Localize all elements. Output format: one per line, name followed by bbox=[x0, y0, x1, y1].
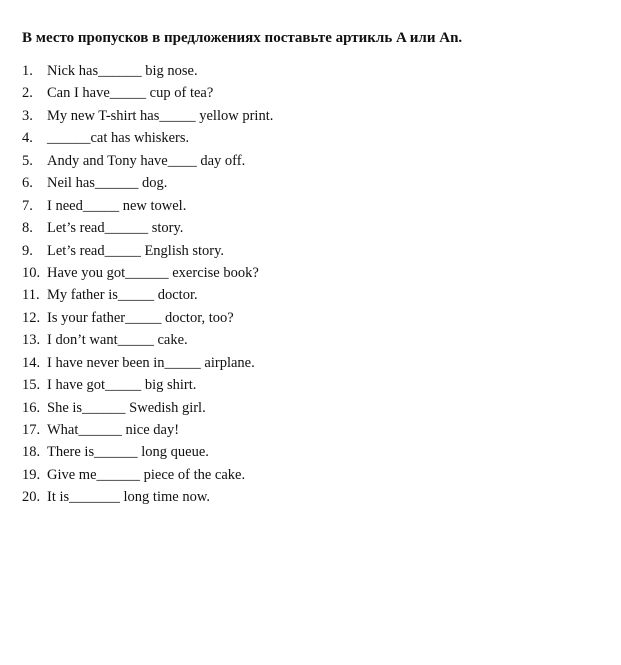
exercise-item bbox=[22, 422, 273, 444]
exercise-item bbox=[22, 198, 273, 220]
item-sentence: Nick has______ big nose. bbox=[47, 63, 198, 79]
item-number: 20. bbox=[22, 489, 41, 506]
item-number: 17. bbox=[22, 422, 41, 438]
item-number: 18. bbox=[22, 444, 41, 461]
item-number: 13. bbox=[22, 332, 41, 349]
item-sentence: Let’s read______ story. bbox=[47, 220, 184, 237]
item-number: 9. bbox=[22, 242, 33, 259]
exercise-item bbox=[22, 489, 273, 511]
item-number: 3. bbox=[22, 107, 33, 124]
item-number: 1. bbox=[22, 63, 33, 79]
exercise-item bbox=[22, 85, 273, 107]
item-sentence: I don’t want_____ cake. bbox=[47, 332, 188, 349]
exercise-item bbox=[22, 130, 273, 152]
exercise-item bbox=[22, 175, 273, 197]
item-number: 14. bbox=[22, 354, 41, 371]
item-sentence: I have never been in_____ airplane. bbox=[47, 354, 255, 371]
item-sentence: It is_______ long time now. bbox=[47, 489, 210, 506]
item-number: 7. bbox=[22, 197, 33, 214]
item-sentence: What______ nice day! bbox=[47, 422, 180, 438]
item-sentence: She is______ Swedish girl. bbox=[47, 399, 206, 416]
exercise-item bbox=[22, 355, 273, 377]
item-sentence: Can I have_____ cup of tea? bbox=[47, 85, 214, 102]
item-sentence: Andy and Tony have____ day off. bbox=[47, 152, 246, 169]
item-number: 19. bbox=[22, 466, 41, 483]
item-sentence: There is______ long queue. bbox=[47, 444, 209, 461]
exercise-item bbox=[22, 400, 273, 422]
item-number: 15. bbox=[22, 377, 41, 394]
exercise-item bbox=[22, 287, 273, 309]
exercise-item bbox=[22, 220, 273, 242]
exercise-item bbox=[22, 377, 273, 399]
item-number: 8. bbox=[22, 220, 33, 237]
exercise-item bbox=[22, 63, 273, 85]
item-number: 2. bbox=[22, 85, 33, 102]
item-sentence: My father is_____ doctor. bbox=[47, 287, 198, 304]
exercise-item bbox=[22, 310, 273, 332]
exercise-item bbox=[22, 265, 273, 287]
item-number: 5. bbox=[22, 152, 33, 169]
exercise-item bbox=[22, 108, 273, 130]
item-sentence: ______cat has whiskers. bbox=[47, 130, 190, 147]
item-number: 16. bbox=[22, 399, 41, 416]
exercise-item bbox=[22, 444, 273, 466]
item-sentence: Neil has______ dog. bbox=[47, 175, 168, 192]
item-sentence: I need_____ new towel. bbox=[47, 197, 187, 214]
item-sentence: My new T-shirt has_____ yellow print. bbox=[47, 107, 274, 124]
page-title: В место пропусков в предложениях поставьте артикль A или An. bbox=[22, 30, 463, 46]
exercise-list bbox=[22, 63, 273, 512]
exercise-item bbox=[22, 332, 273, 354]
item-number: 10. bbox=[22, 264, 41, 281]
exercise-item bbox=[22, 467, 273, 489]
exercise-item bbox=[22, 153, 273, 175]
exercise-item bbox=[22, 243, 273, 265]
item-sentence: Give me______ piece of the cake. bbox=[47, 466, 246, 483]
item-sentence: I have got_____ big shirt. bbox=[47, 377, 197, 394]
item-number: 6. bbox=[22, 175, 33, 192]
item-number: 4. bbox=[22, 130, 33, 147]
item-sentence: Is your father_____ doctor, too? bbox=[47, 309, 234, 326]
item-number: 11. bbox=[22, 287, 40, 304]
item-sentence: Let’s read_____ English story. bbox=[47, 242, 225, 259]
item-sentence: Have you got______ exercise book? bbox=[47, 264, 259, 281]
item-number: 12. bbox=[22, 309, 41, 326]
